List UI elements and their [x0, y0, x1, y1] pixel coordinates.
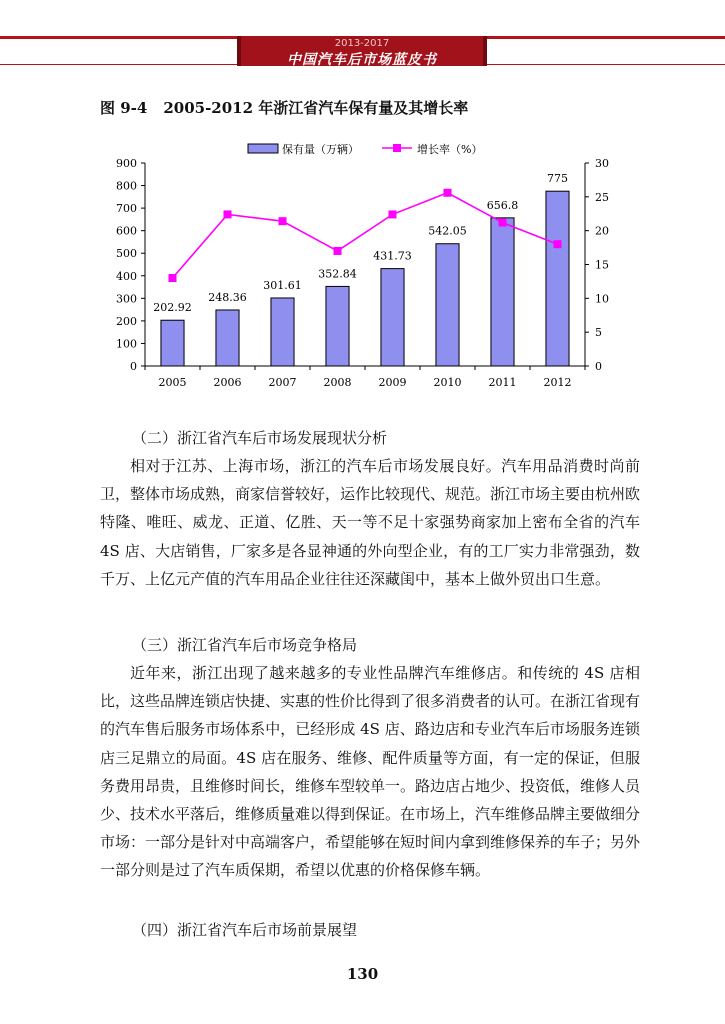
bar-value-label: 352.84	[318, 267, 357, 281]
paragraph: 近年来，浙江出现了越来越多的专业性品牌汽车维修店。和传统的 4S 店相比，这些品牌连锁店快捷、实惠的性价比得到了很多消费者的认可。在浙江省现有的汽车售后服务市场体系中，已经形成 4S 店、路边店和专业汽车后市场服务连锁店三足鼎立的局面。4S 店在服务、维修、配件质量等方面，有一定的保证，但服务费用昂贵，且维修时间长，维修车型较单一。路边店占地少、投资低，维修人员少、技术水平落后，维修质量难以得到保证。在市场上，汽车维修品牌主要做细分市场：一部分是针对中高端客户，希望能够在短时间内拿到维修保养的车子；另外一部分则是过了汽车质保期，希望以优惠的价格保修车辆。	[100, 664, 641, 880]
section-heading: （二）浙江省汽车后市场发展现状分析	[132, 429, 388, 447]
bar	[546, 191, 569, 366]
bar-series	[161, 191, 569, 366]
left-tick-label: 800	[116, 179, 137, 193]
bar-value-label: 431.73	[373, 249, 412, 263]
right-tick-label: 15	[595, 258, 609, 272]
growth-rate-point	[444, 189, 452, 197]
bar	[161, 320, 184, 366]
section-2	[100, 424, 640, 593]
bar-value-label: 248.36	[208, 290, 247, 304]
left-tick-label: 0	[130, 360, 137, 373]
section-heading: （三）浙江省汽车后市场竞争格局	[132, 636, 358, 654]
header-title-tab	[237, 36, 487, 66]
x-tick-label: 2007	[268, 376, 297, 389]
left-tick-label: 200	[116, 314, 137, 328]
page-header	[0, 0, 725, 70]
left-tick-label: 400	[116, 269, 137, 283]
growth-rate-point	[499, 219, 507, 227]
header-book-title: 中国汽车后市场蓝皮书	[287, 52, 437, 68]
bar	[326, 286, 349, 366]
bar	[381, 269, 404, 366]
legend-bar-label: 保有量（万辆）	[282, 143, 359, 156]
right-tick-label: 30	[595, 157, 609, 170]
bar-value-label: 656.8	[486, 198, 519, 212]
chart-legend	[248, 142, 482, 156]
left-tick-label: 100	[116, 337, 137, 351]
bar	[216, 310, 239, 366]
x-tick-label: 2012	[543, 376, 572, 389]
section-4	[100, 916, 640, 944]
left-tick-label: 300	[116, 292, 137, 306]
x-tick-label: 2006	[213, 376, 242, 389]
legend-line-marker	[393, 144, 401, 152]
section-heading: （四）浙江省汽车后市场前景展望	[132, 921, 358, 939]
legend-bar-swatch	[248, 144, 278, 153]
left-tick-label: 600	[116, 224, 137, 238]
growth-rate-point	[169, 274, 177, 282]
left-tick-label: 500	[116, 247, 137, 261]
x-tick-label: 2010	[433, 376, 462, 389]
figure-title: 2005-2012 年浙江省汽车保有量及其增长率	[163, 99, 469, 117]
right-tick-label: 25	[595, 190, 609, 204]
left-tick-label: 900	[116, 157, 137, 170]
right-tick-label: 20	[595, 224, 609, 238]
right-tick-label: 0	[595, 360, 602, 373]
bar	[436, 244, 459, 366]
legend-line-label: 增长率（%）	[417, 143, 483, 156]
x-tick-label: 2008	[323, 376, 352, 389]
right-y-axis	[585, 157, 609, 373]
growth-rate-point	[334, 247, 342, 255]
left-tick-label: 700	[116, 202, 137, 216]
left-y-axis	[116, 157, 145, 373]
bar-value-label: 542.05	[428, 224, 467, 238]
growth-rate-point	[389, 210, 397, 218]
header-years: 2013-2017	[334, 38, 390, 49]
bar-value-label: 202.92	[153, 301, 192, 315]
figure-number: 图 9-4	[100, 99, 148, 117]
section-3	[100, 631, 640, 885]
growth-rate-point	[224, 210, 232, 218]
page-number: 130	[346, 965, 379, 983]
right-tick-label: 10	[595, 292, 609, 306]
right-tick-label: 5	[595, 326, 602, 340]
growth-rate-point	[279, 217, 287, 225]
bar-value-label: 301.61	[263, 278, 302, 292]
paragraph: 相对于江苏、上海市场，浙江的汽车后市场发展良好。汽车用品消费时尚前卫，整体市场成熟，商家信誉较好，运作比较现代、规范。浙江市场主要由杭州欧特隆、唯旺、威龙、正道、亿胜、天一等不足十家强势商家加上密布全省的汽车 4S 店、大店销售，厂家多是各显神通的外向型企业，有的工厂实力非常强劲，数千万、上亿元产值的汽车用品企业往往还深藏闺中，基本上做外贸出口生意。	[100, 457, 641, 588]
x-tick-label: 2009	[378, 376, 407, 389]
x-tick-label: 2011	[488, 376, 517, 389]
growth-rate-point	[554, 240, 562, 248]
figure-caption	[100, 97, 468, 118]
bar	[271, 298, 294, 366]
bar	[491, 218, 514, 366]
x-tick-label: 2005	[158, 376, 187, 389]
bar-value-label: 775	[547, 172, 568, 186]
x-axis	[145, 366, 585, 389]
vehicle-ownership-chart	[90, 140, 650, 395]
